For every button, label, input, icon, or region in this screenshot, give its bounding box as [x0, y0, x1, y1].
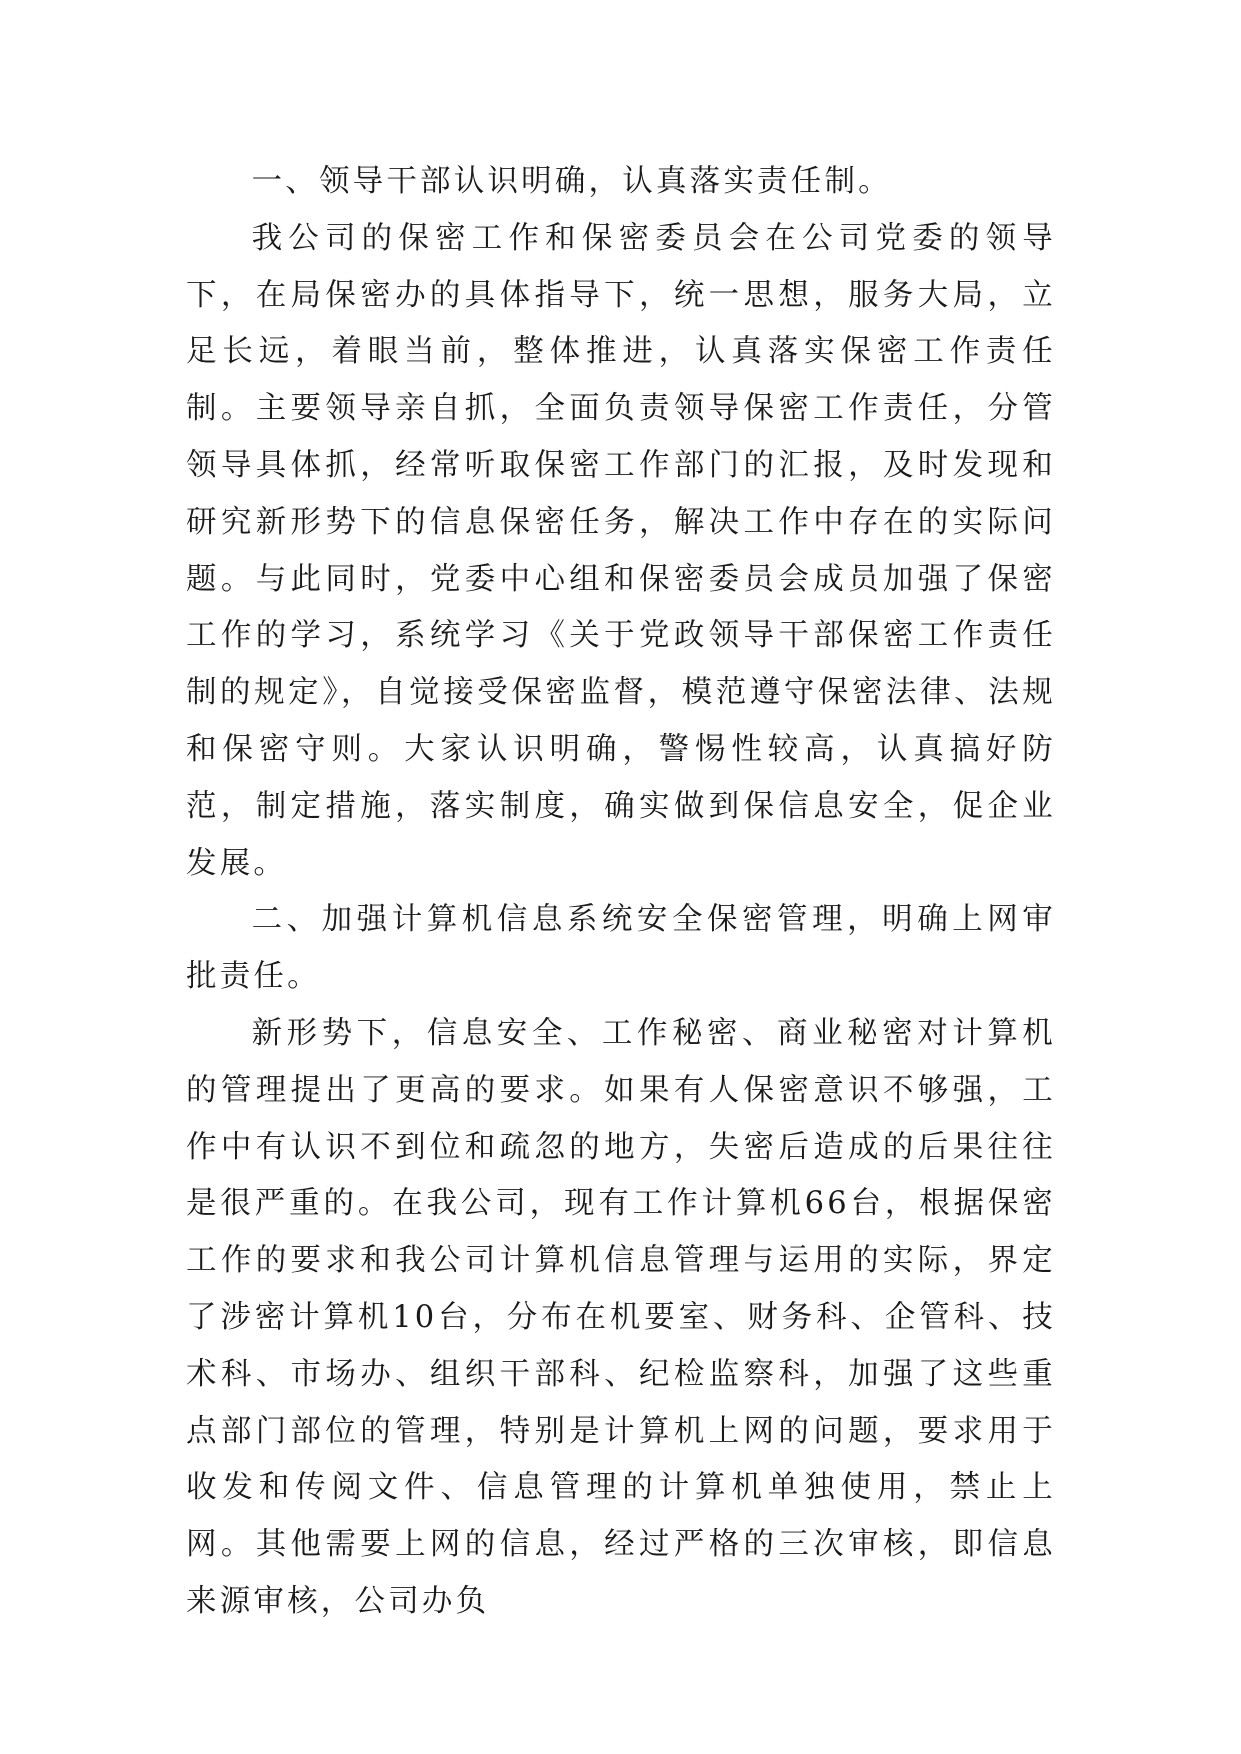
section-heading-2: 二、加强计算机信息系统安全保密管理，明确上网审批责任。 — [186, 902, 1056, 995]
section-heading-1: 一、领导干部认识明确，认真落实责任制。 — [251, 164, 892, 199]
paragraph-1: 我公司的保密工作和保密委员会在公司党委的领导下，在局保密办的具体指导下，统一思想，服务大局，立足长远，着眼当前，整体推进，认真落实保密工作责任制。主要领导亲自抓，全面负责领导保密工作责任，分管领导具体抓，经常听取保密工作部门的汇报，及时发现和研究新形势下的信息保密任务，解决工作中存在的实际问题。与此同时，党委中心组和保密委员会成员加强了保密工作的学习，系统学习《关于党政领导干部保密工作责任制的规定》，自觉接受保密监督，模范遵守保密法律、法规和保密守则。大家认识明确，警惕性较高，认真搞好防范，制定措施，落实制度，确实做到保信息安全，促企业发展。 — [186, 220, 1056, 881]
document-body — [186, 154, 1056, 1631]
paragraph-2: 新形势下，信息安全、工作秘密、商业秘密对计算机的管理提出了更高的要求。如果有人保密意识不够强，工作中有认识不到位和疏忽的地方，失密后造成的后果往往是很严重的。在我公司，现有工作计算机66台，根据保密工作的要求和我公司计算机信息管理与运用的实际，界定了涉密计算机10台，分布在机要室、财务科、企管科、技术科、市场办、组织干部科、纪检监察科，加强了这些重点部门部位的管理，特别是计算机上网的问题，要求用于收发和传阅文件、信息管理的计算机单独使用，禁止上网。其他需要上网的信息，经过严格的三次审核，即信息来源审核，公司办负 — [186, 1015, 1056, 1619]
